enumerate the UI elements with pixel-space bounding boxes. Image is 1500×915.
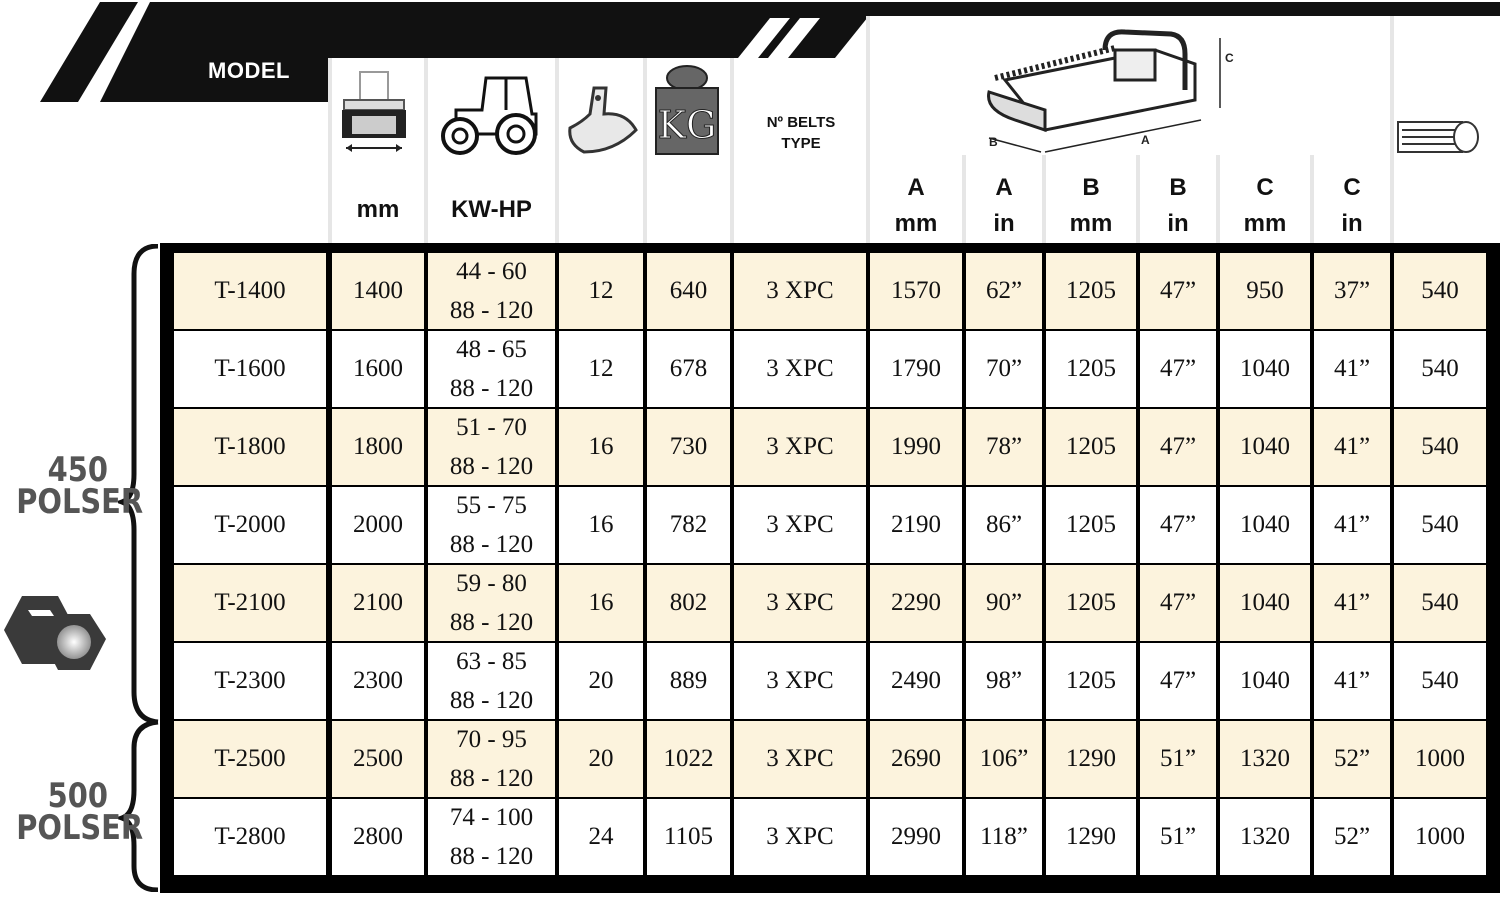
header-separator (643, 58, 647, 244)
model-cell: T-1400 (174, 253, 326, 329)
c-in-cell: 41” (1314, 643, 1390, 719)
a-mm-cell: 2990 (870, 799, 962, 875)
a-in-cell: 118” (966, 799, 1042, 875)
blades-cell: 20 (559, 643, 643, 719)
working-width-icon (338, 70, 410, 156)
power-cell (428, 253, 555, 329)
table-row (160, 253, 1500, 331)
power-cell (428, 409, 555, 485)
blades-cell: 24 (559, 799, 643, 875)
diagram-label-b: B (989, 135, 998, 149)
a-in-cell: 78” (966, 409, 1042, 485)
power-unit-header: KW-HP (451, 196, 532, 223)
b-in-cell: 47” (1140, 331, 1216, 407)
model-cell: T-2800 (174, 799, 326, 875)
table-row (160, 643, 1500, 721)
model-cell: T-2500 (174, 721, 326, 797)
power-hp: 88 - 120 (449, 687, 534, 714)
group-brace (118, 244, 162, 892)
b-mm-cell: 1205 (1046, 487, 1136, 563)
belts-cell: 3 XPC (734, 799, 866, 875)
belts-header-line2: TYPE (781, 135, 821, 152)
blades-cell: 16 (559, 565, 643, 641)
belts-header-line1: Nº BELTS (766, 114, 836, 131)
power-hp: 88 - 120 (449, 297, 534, 324)
a-in-cell: 70” (966, 331, 1042, 407)
c-in-cell: 52” (1314, 721, 1390, 797)
brand-logo-icon (0, 594, 110, 684)
c-in-cell: 52” (1314, 799, 1390, 875)
power-cell (428, 331, 555, 407)
power-cell (428, 799, 555, 875)
width-cell: 1400 (332, 253, 424, 329)
width-cell: 2500 (332, 721, 424, 797)
header-separator (555, 58, 559, 244)
weight-cell: 730 (647, 409, 730, 485)
c-in-cell: 41” (1314, 565, 1390, 641)
pto-cell: 1000 (1394, 799, 1486, 875)
belts-cell: 3 XPC (734, 409, 866, 485)
dim-header-a-mm: A mm (894, 174, 938, 237)
mower-diagram-icon (975, 20, 1245, 155)
diagram-label-a: A (1141, 133, 1150, 147)
header-banner (0, 0, 1500, 110)
model-cell: T-1800 (174, 409, 326, 485)
power-hp: 88 - 120 (449, 375, 534, 402)
width-cell: 2300 (332, 643, 424, 719)
table-row (160, 721, 1500, 799)
weight-cell: 678 (647, 331, 730, 407)
width-cell: 1800 (332, 409, 424, 485)
c-mm-cell: 1040 (1220, 487, 1310, 563)
c-mm-cell: 1040 (1220, 331, 1310, 407)
dim-header-b-mm: B mm (1069, 174, 1113, 237)
power-cell (428, 643, 555, 719)
power-kw: 74 - 100 (449, 804, 534, 831)
weight-cell: 802 (647, 565, 730, 641)
width-cell: 2000 (332, 487, 424, 563)
model-cell: T-2300 (174, 643, 326, 719)
c-in-cell: 41” (1314, 409, 1390, 485)
b-in-cell: 47” (1140, 643, 1216, 719)
blades-cell: 16 (559, 487, 643, 563)
blades-cell: 20 (559, 721, 643, 797)
belts-cell: 3 XPC (734, 643, 866, 719)
pto-cell: 540 (1394, 331, 1486, 407)
blade-icon (564, 84, 640, 156)
power-hp: 88 - 120 (449, 843, 534, 870)
model-header-label: MODEL (208, 58, 290, 83)
tractor-icon (436, 74, 544, 156)
weight-icon (654, 64, 720, 156)
b-mm-cell: 1290 (1046, 799, 1136, 875)
c-mm-cell: 1320 (1220, 721, 1310, 797)
power-kw: 63 - 85 (456, 648, 527, 675)
table-row (160, 487, 1500, 565)
model-cell: T-1600 (174, 331, 326, 407)
model-cell: T-2000 (174, 487, 326, 563)
c-in-cell: 41” (1314, 331, 1390, 407)
table-row (160, 331, 1500, 409)
power-kw: 59 - 80 (456, 570, 527, 597)
width-cell: 2800 (332, 799, 424, 875)
pto-cell: 540 (1394, 409, 1486, 485)
table-row (160, 565, 1500, 643)
b-mm-cell: 1205 (1046, 643, 1136, 719)
a-mm-cell: 2690 (870, 721, 962, 797)
c-mm-cell: 1040 (1220, 643, 1310, 719)
pto-cell: 540 (1394, 487, 1486, 563)
weight-cell: 640 (647, 253, 730, 329)
blades-cell: 12 (559, 331, 643, 407)
c-mm-cell: 1320 (1220, 799, 1310, 875)
b-mm-cell: 1205 (1046, 409, 1136, 485)
weight-cell: 782 (647, 487, 730, 563)
b-in-cell: 47” (1140, 409, 1216, 485)
power-cell (428, 487, 555, 563)
power-hp: 88 - 120 (449, 453, 534, 480)
a-mm-cell: 1990 (870, 409, 962, 485)
belts-cell: 3 XPC (734, 253, 866, 329)
dim-header-a-in: A in (993, 174, 1015, 237)
a-in-cell: 98” (966, 643, 1042, 719)
a-mm-cell: 2290 (870, 565, 962, 641)
weight-cell: 1022 (647, 721, 730, 797)
pto-cell: 540 (1394, 253, 1486, 329)
a-mm-cell: 2190 (870, 487, 962, 563)
b-in-cell: 47” (1140, 487, 1216, 563)
b-in-cell: 51” (1140, 799, 1216, 875)
c-mm-cell: 1040 (1220, 565, 1310, 641)
blades-cell: 16 (559, 409, 643, 485)
a-in-cell: 86” (966, 487, 1042, 563)
pto-cell: 540 (1394, 565, 1486, 641)
power-kw: 51 - 70 (456, 414, 527, 441)
width-cell: 1600 (332, 331, 424, 407)
b-in-cell: 47” (1140, 253, 1216, 329)
belts-cell: 3 XPC (734, 565, 866, 641)
power-kw: 44 - 60 (456, 258, 527, 285)
belts-type-header (733, 112, 869, 154)
b-in-cell: 47” (1140, 565, 1216, 641)
c-in-cell: 37” (1314, 253, 1390, 329)
b-in-cell: 51” (1140, 721, 1216, 797)
b-mm-cell: 1290 (1046, 721, 1136, 797)
belts-cell: 3 XPC (734, 721, 866, 797)
power-cell (428, 721, 555, 797)
model-cell: T-2100 (174, 565, 326, 641)
width-unit-header: mm (356, 196, 400, 223)
weight-cell: 889 (647, 643, 730, 719)
width-cell: 2100 (332, 565, 424, 641)
c-in-cell: 41” (1314, 487, 1390, 563)
c-mm-cell: 1040 (1220, 409, 1310, 485)
a-in-cell: 90” (966, 565, 1042, 641)
group-label-500: 500 POLSER (16, 776, 144, 848)
header-separator (1390, 16, 1394, 244)
b-mm-cell: 1205 (1046, 565, 1136, 641)
power-kw: 55 - 75 (456, 492, 527, 519)
pto-cell: 1000 (1394, 721, 1486, 797)
a-mm-cell: 1570 (870, 253, 962, 329)
power-kw: 48 - 65 (456, 336, 527, 363)
a-in-cell: 106” (966, 721, 1042, 797)
dim-header-b-in: B in (1167, 174, 1189, 237)
a-mm-cell: 1790 (870, 331, 962, 407)
weight-icon-text: KG (657, 103, 717, 147)
power-kw: 70 - 95 (456, 726, 527, 753)
belts-cell: 3 XPC (734, 487, 866, 563)
b-mm-cell: 1205 (1046, 331, 1136, 407)
power-hp: 88 - 120 (449, 531, 534, 558)
spec-table (160, 243, 1500, 893)
table-row (160, 799, 1500, 877)
blades-cell: 12 (559, 253, 643, 329)
belts-cell: 3 XPC (734, 331, 866, 407)
diagram-label-c: C (1225, 51, 1234, 65)
dim-header-c-in: C in (1341, 174, 1363, 237)
power-hp: 88 - 120 (449, 765, 534, 792)
a-mm-cell: 2490 (870, 643, 962, 719)
b-mm-cell: 1205 (1046, 253, 1136, 329)
c-mm-cell: 950 (1220, 253, 1310, 329)
power-hp: 88 - 120 (449, 609, 534, 636)
a-in-cell: 62” (966, 253, 1042, 329)
weight-cell: 1105 (647, 799, 730, 875)
group-label-450: 450 POLSER (16, 450, 144, 522)
table-row (160, 409, 1500, 487)
power-cell (428, 565, 555, 641)
dim-header-c-mm: C mm (1243, 174, 1287, 237)
pto-shaft-icon (1396, 118, 1480, 156)
pto-cell: 540 (1394, 643, 1486, 719)
